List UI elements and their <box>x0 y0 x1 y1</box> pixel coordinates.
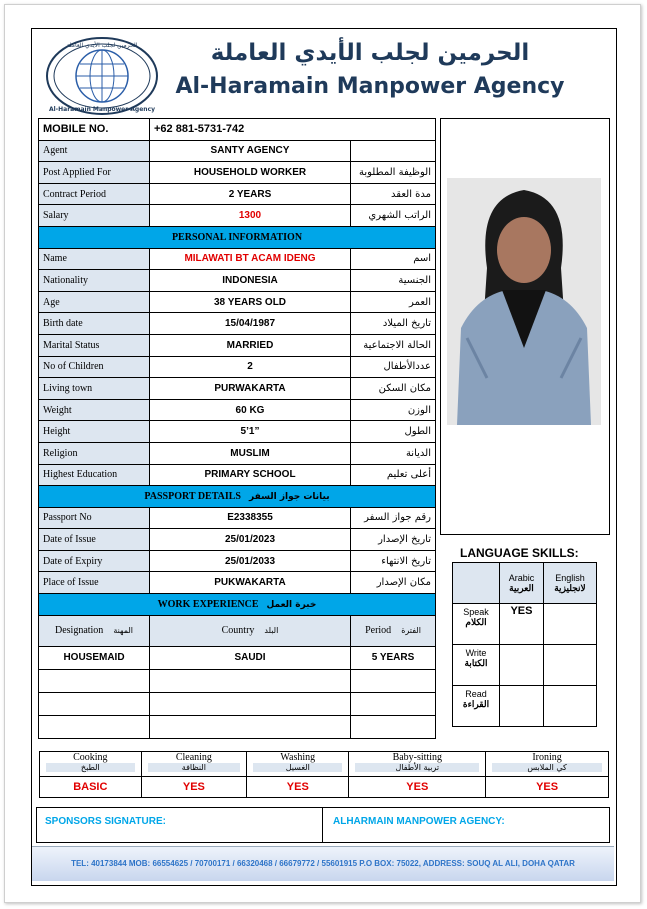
info-value: MILAWATI BT ACAM IDENG <box>150 248 351 270</box>
info-value: SANTY AGENCY <box>150 140 351 162</box>
info-row <box>39 248 436 270</box>
skill-3-header <box>349 752 486 777</box>
info-value: 2 YEARS <box>150 183 351 205</box>
skill-name-ar: النظافة <box>148 763 241 772</box>
info-row <box>39 205 436 227</box>
work-entry-country: SAUDI <box>150 646 351 669</box>
skill-name-ar: الغسيل <box>253 763 342 772</box>
skill-3-value: YES <box>349 777 486 798</box>
logo-text-en: Al-Haramain Manpower Agency <box>48 106 156 113</box>
work-entry-country <box>150 692 351 715</box>
info-label-arabic: الوظيفة المطلوبة <box>351 162 436 184</box>
info-label-arabic: العمر <box>351 291 436 313</box>
info-label-arabic: الحالة الاجتماعية <box>351 334 436 356</box>
info-label: Salary <box>39 205 150 227</box>
work-entry-designation <box>39 669 150 692</box>
mobile-row <box>39 119 436 141</box>
info-row <box>39 507 436 529</box>
info-label: Religion <box>39 442 150 464</box>
info-label-arabic <box>351 140 436 162</box>
info-row <box>39 270 436 292</box>
work-entry-period <box>351 692 436 715</box>
passport-section-title <box>39 486 436 508</box>
info-label: Name <box>39 248 150 270</box>
info-value: PRIMARY SCHOOL <box>150 464 351 486</box>
info-row <box>39 421 436 443</box>
info-row <box>39 162 436 184</box>
personal-section <box>39 226 436 248</box>
write-english-value <box>543 645 596 686</box>
agency-title-arabic: الحرمين لجلب الأيدي العاملة <box>210 40 530 66</box>
info-label-arabic: الوزن <box>351 399 436 421</box>
work-section <box>39 594 436 616</box>
mobile-value: +62 881-5731-742 <box>150 119 436 141</box>
info-label-arabic: تاريخ الإصدار <box>351 529 436 551</box>
agency-signature-label: ALHARMAIN MANPOWER AGENCY: <box>333 816 505 827</box>
info-label: Place of Issue <box>39 572 150 594</box>
personal-section-title-en: PERSONAL INFORMATION <box>171 231 303 243</box>
cv-main-table <box>38 118 436 739</box>
info-value: PURWAKARTA <box>150 378 351 400</box>
info-label: Birth date <box>39 313 150 335</box>
info-label: Marital Status <box>39 334 150 356</box>
info-label: Age <box>39 291 150 313</box>
passport-section-title-ar: بيانات جواز السفر <box>249 491 330 502</box>
applicant-photo <box>447 178 601 425</box>
work-entry-designation: HOUSEMAID <box>39 646 150 669</box>
info-row <box>39 313 436 335</box>
info-row <box>39 442 436 464</box>
work-entry-country <box>150 669 351 692</box>
personal-section-title <box>39 226 436 248</box>
info-row <box>39 356 436 378</box>
work-header-row <box>39 615 436 646</box>
work-header-designation <box>39 615 150 646</box>
work-section-title-ar: خبرة العمل <box>266 599 317 610</box>
language-skills-title: LANGUAGE SKILLS: <box>460 546 579 560</box>
info-value: 25/01/2033 <box>150 550 351 572</box>
info-label-arabic: تاريخ الميلاد <box>351 313 436 335</box>
info-label-arabic: أعلى تعليم <box>351 464 436 486</box>
language-col-arabic <box>500 563 544 604</box>
info-row <box>39 378 436 400</box>
info-label: Date of Expiry <box>39 550 150 572</box>
skill-1-header <box>141 752 247 777</box>
info-label: Height <box>39 421 150 443</box>
info-row <box>39 550 436 572</box>
work-entry-row <box>39 646 436 669</box>
skill-name-en: Cooking <box>73 752 108 763</box>
sponsor-signature-label: SPONSORS SIGNATURE: <box>45 816 166 827</box>
language-col-english <box>543 563 596 604</box>
passport-section-title-en: PASSPORT DETAILS <box>144 490 241 502</box>
info-label: No of Children <box>39 356 150 378</box>
info-label: Passport No <box>39 507 150 529</box>
work-entry-period <box>351 669 436 692</box>
info-label-arabic: الديانة <box>351 442 436 464</box>
skill-name-ar: كي الملابس <box>492 763 602 772</box>
work-header-designation-ar: المهنة <box>113 626 133 636</box>
language-row-read <box>453 686 597 727</box>
language-row-speak <box>453 604 597 645</box>
info-label-arabic: مكان السكن <box>351 378 436 400</box>
info-value: 38 YEARS OLD <box>150 291 351 313</box>
work-entry-period: 5 YEARS <box>351 646 436 669</box>
info-value: 15/04/1987 <box>150 313 351 335</box>
col-english-en: English <box>555 572 585 583</box>
row-speak-label <box>453 604 500 645</box>
col-arabic-en: Arabic <box>508 572 535 583</box>
info-row <box>39 183 436 205</box>
work-header-country-en: Country <box>221 625 255 637</box>
work-entry-designation <box>39 692 150 715</box>
skill-name-ar: تربية الأطفال <box>355 763 479 772</box>
info-label: Nationality <box>39 270 150 292</box>
info-value: MUSLIM <box>150 442 351 464</box>
info-value: MARRIED <box>150 334 351 356</box>
skill-0-value: BASIC <box>40 777 142 798</box>
logo-text-ar: الحرمين لجلب الأيدي العاملة <box>66 42 138 49</box>
write-ar: الكتابة <box>464 658 488 668</box>
info-value: 1300 <box>150 205 351 227</box>
skill-1-value: YES <box>141 777 247 798</box>
info-label-arabic: مكان الإصدار <box>351 572 436 594</box>
info-value: E2338355 <box>150 507 351 529</box>
signature-divider <box>322 808 323 842</box>
info-value: 25/01/2023 <box>150 529 351 551</box>
work-entry-designation <box>39 715 150 738</box>
info-label-arabic: اسم <box>351 248 436 270</box>
info-row <box>39 572 436 594</box>
col-english-ar: لانجليزية <box>554 582 586 593</box>
work-header-period <box>351 615 436 646</box>
signature-box <box>36 807 610 843</box>
info-label-arabic: عددالأطفال <box>351 356 436 378</box>
info-label-arabic: الطول <box>351 421 436 443</box>
write-arabic-value <box>500 645 544 686</box>
mobile-label: MOBILE NO. <box>39 119 150 141</box>
info-label-arabic: تاريخ الانتهاء <box>351 550 436 572</box>
work-header-period-ar: الفترة <box>401 626 421 636</box>
info-value: HOUSEHOLD WORKER <box>150 162 351 184</box>
info-value: 5’1” <box>150 421 351 443</box>
info-row <box>39 291 436 313</box>
info-label: Contract Period <box>39 183 150 205</box>
info-value: PUKWAKARTA <box>150 572 351 594</box>
info-row <box>39 334 436 356</box>
read-english-value <box>543 686 596 727</box>
speak-en: Speak <box>463 607 489 617</box>
info-label-arabic: مدة العقد <box>351 183 436 205</box>
work-entry-row <box>39 715 436 738</box>
work-header-designation-en: Designation <box>54 625 104 637</box>
skill-name-en: Cleaning <box>175 752 212 763</box>
skill-4-value: YES <box>486 777 609 798</box>
globe-logo-icon <box>44 36 160 116</box>
speak-english-value <box>543 604 596 645</box>
read-arabic-value <box>500 686 544 727</box>
info-label: Date of Issue <box>39 529 150 551</box>
info-value: 60 KG <box>150 399 351 421</box>
col-arabic-ar: العربية <box>509 582 534 593</box>
skill-2-header <box>247 752 349 777</box>
info-value: INDONESIA <box>150 270 351 292</box>
info-row <box>39 399 436 421</box>
language-corner <box>453 563 500 604</box>
info-row <box>39 464 436 486</box>
info-label-arabic: الراتب الشهري <box>351 205 436 227</box>
read-en: Read <box>465 689 487 699</box>
info-label: Post Applied For <box>39 162 150 184</box>
work-entry-row <box>39 692 436 715</box>
work-section-title <box>39 594 436 616</box>
skill-name-ar: الطبخ <box>46 763 135 772</box>
info-label: Highest Education <box>39 464 150 486</box>
footer-contact: TEL: 40173844 MOB: 66554625 / 70700171 / 66320468 / 66679772 / 55601915 P.O BOX: 75022, ADDRESS: SOUQ AL ALI, DOHA QATAR <box>32 846 614 881</box>
read-ar: القراءة <box>462 699 490 709</box>
work-entry-row <box>39 669 436 692</box>
agency-title-english: Al-Haramain Manpower Agency <box>175 74 565 99</box>
skill-0-header <box>40 752 142 777</box>
work-section-title-en: WORK EXPERIENCE <box>157 598 259 610</box>
info-label: Weight <box>39 399 150 421</box>
info-label-arabic: الجنسية <box>351 270 436 292</box>
info-value: 2 <box>150 356 351 378</box>
work-header-country-ar: البلد <box>264 626 279 636</box>
work-entry-country <box>150 715 351 738</box>
language-skills-table <box>452 562 597 727</box>
work-header-period-en: Period <box>365 625 392 637</box>
row-read-label <box>453 686 500 727</box>
passport-section <box>39 486 436 508</box>
skill-name-en: Ironing <box>532 752 562 763</box>
row-write-label <box>453 645 500 686</box>
speak-ar: الكلام <box>465 617 487 627</box>
skill-name-en: Baby-sitting <box>392 752 443 763</box>
info-label: Agent <box>39 140 150 162</box>
language-row-write <box>453 645 597 686</box>
work-header-country <box>150 615 351 646</box>
skills-table <box>39 751 609 798</box>
skill-4-header <box>486 752 609 777</box>
info-label: Living town <box>39 378 150 400</box>
info-label-arabic: رقم جواز السفر <box>351 507 436 529</box>
info-row <box>39 140 436 162</box>
speak-arabic-value: YES <box>500 604 544 645</box>
info-row <box>39 529 436 551</box>
skill-name-en: Washing <box>280 752 316 763</box>
work-entry-period <box>351 715 436 738</box>
write-en: Write <box>465 648 487 658</box>
skill-2-value: YES <box>247 777 349 798</box>
